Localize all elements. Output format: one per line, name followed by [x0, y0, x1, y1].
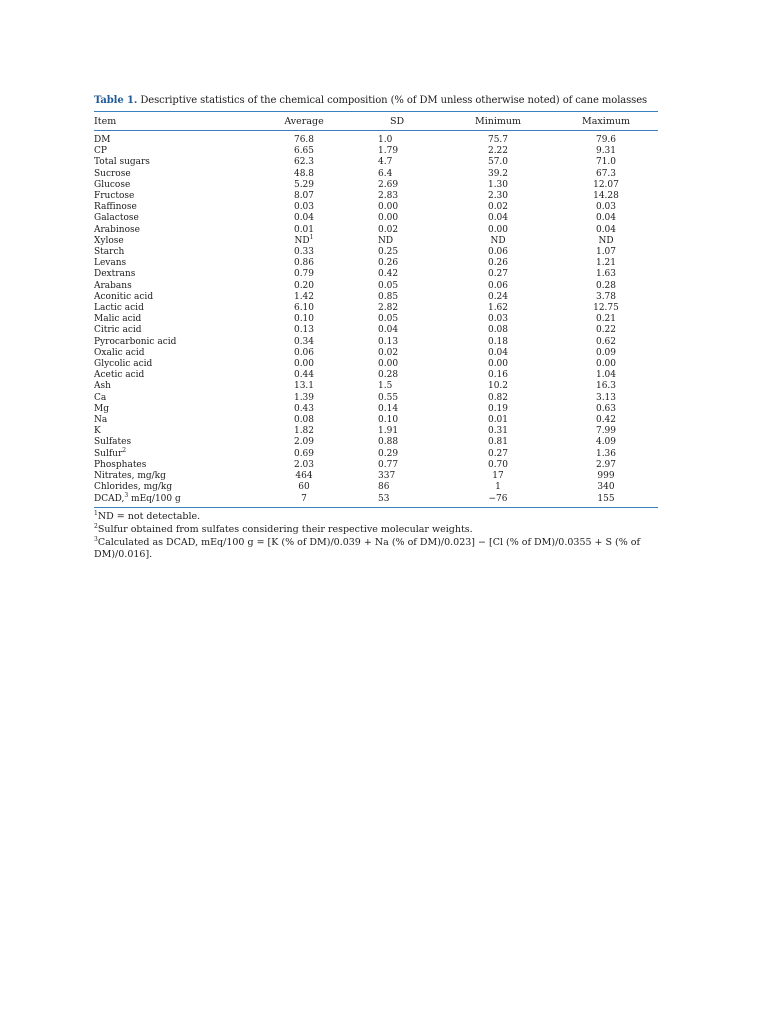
- cell-average: [256, 415, 352, 426]
- cell-minimum: 0.81: [487, 437, 509, 448]
- item-label: Sulfur: [94, 448, 123, 459]
- cell-maximum: 0.42: [595, 415, 617, 426]
- table-row: [94, 314, 658, 325]
- cell-average: [256, 247, 352, 258]
- header-maximum: Maximum: [582, 115, 630, 127]
- cell-maximum: 340: [597, 482, 615, 493]
- header-sd: SD: [389, 115, 405, 127]
- cell-minimum: 0.18: [487, 336, 509, 347]
- average-value: 464: [295, 471, 313, 482]
- cell-sd: 0.77: [378, 459, 399, 470]
- average-value: 0.03: [293, 202, 315, 213]
- average-value: 0.44: [293, 370, 315, 381]
- average-value: 6.65: [293, 146, 315, 157]
- cell-minimum: 1.62: [487, 303, 509, 314]
- cell-sd: 0.25: [378, 247, 399, 258]
- item-label: DM: [94, 135, 111, 145]
- average-value: 2.09: [293, 437, 315, 448]
- cell-sd: 6.4: [378, 168, 393, 179]
- cell-maximum: 0.09: [595, 347, 617, 358]
- cell-average: [256, 393, 352, 404]
- cell-average: [256, 314, 352, 325]
- cell-item: [94, 426, 256, 437]
- cell-average: [256, 482, 352, 493]
- cell-maximum: 0.28: [595, 280, 617, 291]
- item-label: Nitrates, mg/kg: [94, 471, 166, 482]
- cell-item: [94, 191, 256, 202]
- cell-sd: 0.28: [378, 370, 399, 381]
- table-footnotes: [94, 511, 658, 561]
- cell-maximum: 4.09: [595, 437, 617, 448]
- cell-average: [256, 225, 352, 236]
- item-label: Total sugars: [94, 157, 150, 168]
- cell-item: [94, 303, 256, 314]
- item-label: Arabans: [94, 280, 132, 291]
- cell-minimum: 75.7: [487, 135, 509, 145]
- table-row: [94, 348, 658, 359]
- cell-average: [256, 281, 352, 292]
- cell-average: [256, 233, 352, 247]
- header-minimum: Minimum: [474, 115, 522, 127]
- average-value: 48.8: [293, 168, 315, 179]
- footnote-text: ND = not detectable.: [97, 510, 201, 522]
- cell-item: [94, 258, 256, 269]
- table-body: [94, 131, 658, 507]
- footnote-text: Sulfur obtained from sulfates considering their respective molecular weights.: [97, 523, 473, 535]
- cell-sd: 86: [378, 482, 390, 493]
- cell-maximum: 0.21: [595, 314, 617, 325]
- item-label: Raffinose: [94, 202, 137, 213]
- item-label: Starch: [94, 247, 125, 258]
- table-row: [94, 426, 658, 437]
- cell-minimum: 2.30: [487, 191, 509, 202]
- cell-average: [256, 381, 352, 392]
- cell-minimum: 0.00: [487, 359, 509, 370]
- cell-average: [256, 337, 352, 348]
- cell-minimum: 2.22: [487, 146, 509, 157]
- cell-average: [256, 269, 352, 280]
- item-label: Galactose: [94, 213, 139, 224]
- table-row: [94, 381, 658, 392]
- cell-item: [94, 225, 256, 236]
- cell-average: [256, 348, 352, 359]
- table-row: [94, 460, 658, 471]
- cell-sd: 2.83: [378, 191, 399, 202]
- header-row: [94, 112, 658, 130]
- cell-average: [256, 191, 352, 202]
- cell-average: [256, 437, 352, 448]
- cell-item: [94, 404, 256, 415]
- cell-sd: 2.82: [378, 303, 399, 314]
- table-caption: [94, 94, 658, 108]
- item-label: Na: [94, 415, 108, 426]
- cell-item: [94, 157, 256, 168]
- header-average: Average: [284, 115, 324, 127]
- item-label: Malic acid: [94, 314, 142, 325]
- cell-maximum: 12.07: [593, 179, 619, 190]
- cell-sd: 0.02: [378, 347, 399, 358]
- cell-minimum: 0.70: [487, 459, 509, 470]
- cell-maximum: 0.03: [595, 202, 617, 213]
- footnote-mark: 1: [309, 233, 314, 241]
- item-label: Ash: [94, 381, 111, 392]
- cell-average: [256, 292, 352, 303]
- average-value: 0.00: [293, 359, 315, 370]
- average-value: ND: [294, 235, 310, 246]
- item-label: DCAD,: [94, 493, 125, 504]
- cell-maximum: 7.99: [595, 426, 617, 437]
- table-row: [94, 202, 658, 213]
- cell-average: [256, 157, 352, 168]
- average-value: 0.08: [293, 415, 315, 426]
- table-caption-label: Table 1.: [94, 95, 138, 106]
- item-label: Oxalic acid: [94, 347, 145, 358]
- cell-minimum: 0.01: [487, 415, 509, 426]
- average-value: 1.42: [293, 291, 315, 302]
- cell-sd: 0.26: [378, 258, 399, 269]
- cell-minimum: 0.04: [487, 347, 509, 358]
- cell-average: [256, 494, 352, 507]
- cell-maximum: 999: [597, 471, 615, 482]
- item-label: Chlorides, mg/kg: [94, 482, 173, 493]
- average-value: 0.86: [293, 258, 315, 269]
- cell-sd: ND: [378, 235, 394, 246]
- average-value: 0.01: [293, 224, 315, 235]
- cell-average: [256, 202, 352, 213]
- cell-minimum: 39.2: [487, 168, 509, 179]
- cell-item: [94, 292, 256, 303]
- cell-minimum: 0.24: [487, 291, 509, 302]
- cell-average: [256, 258, 352, 269]
- average-value: 0.34: [293, 336, 315, 347]
- table-row: [94, 393, 658, 404]
- cell-minimum: 10.2: [487, 381, 509, 392]
- cell-maximum: 1.63: [595, 269, 617, 280]
- cell-average: [256, 325, 352, 336]
- footnote: [94, 537, 658, 561]
- item-label: Phosphates: [94, 459, 147, 470]
- cell-average: [256, 370, 352, 381]
- table-row: [94, 131, 658, 146]
- cell-minimum: 0.03: [487, 314, 509, 325]
- table-row: [94, 269, 658, 280]
- item-label: Levans: [94, 258, 127, 269]
- cell-maximum: 12.75: [593, 303, 619, 314]
- item-label: Ca: [94, 392, 107, 403]
- cell-item: [94, 446, 256, 460]
- table-row: [94, 494, 658, 507]
- item-label: Xylose: [94, 235, 124, 246]
- table-row: [94, 258, 658, 269]
- cell-item: [94, 314, 256, 325]
- average-value: 0.43: [293, 403, 315, 414]
- average-value: 1.82: [293, 426, 315, 437]
- cell-maximum: 16.3: [595, 381, 617, 392]
- cell-item: [94, 131, 256, 146]
- cell-average: [256, 213, 352, 224]
- item-label: Glucose: [94, 179, 131, 190]
- cell-minimum: −76: [488, 493, 508, 504]
- cell-sd: 0.29: [378, 448, 399, 459]
- table-row: [94, 281, 658, 292]
- table-row: [94, 325, 658, 336]
- item-label: Lactic acid: [94, 303, 144, 314]
- cell-minimum: 0.26: [487, 258, 509, 269]
- cell-item: [94, 337, 256, 348]
- average-value: 0.06: [293, 347, 315, 358]
- average-value: 13.1: [293, 381, 315, 392]
- cell-item: [94, 415, 256, 426]
- cell-maximum: 14.28: [593, 191, 619, 202]
- cell-sd: 1.5: [378, 381, 393, 392]
- cell-minimum: 17: [492, 471, 504, 482]
- cell-sd: 2.69: [378, 179, 399, 190]
- cell-sd: 0.04: [378, 325, 399, 336]
- average-value: 1.39: [293, 392, 315, 403]
- cell-minimum: 1: [495, 482, 501, 493]
- cell-item: [94, 180, 256, 191]
- cell-item: [94, 359, 256, 370]
- cell-minimum: 0.02: [487, 202, 509, 213]
- cell-sd: 0.00: [378, 359, 399, 370]
- cell-item: [94, 348, 256, 359]
- cell-minimum: 1.30: [487, 179, 509, 190]
- cell-minimum: ND: [490, 235, 506, 246]
- cell-sd: 0.02: [378, 224, 399, 235]
- footnote: [94, 511, 658, 523]
- cell-average: [256, 169, 352, 180]
- cell-sd: 0.05: [378, 280, 399, 291]
- table-row: [94, 482, 658, 493]
- cell-sd: 4.7: [378, 157, 393, 168]
- item-label: Fructose: [94, 191, 135, 202]
- cell-average: [256, 359, 352, 370]
- cell-maximum: ND: [598, 235, 614, 246]
- cell-minimum: 0.08: [487, 325, 509, 336]
- table-row: [94, 449, 658, 460]
- cell-maximum: 2.97: [595, 459, 617, 470]
- cell-item: [94, 482, 256, 493]
- footnote-mark: 2: [94, 522, 98, 530]
- table-header: [94, 112, 658, 131]
- table-row: [94, 146, 658, 157]
- footnote-text: Calculated as DCAD, mEq/100 g = [K (% of DM)/0.039 + Na (% of DM)/0.023] − [Cl (% of DM)/0.0355 + S (% of DM)/0.016].: [94, 536, 641, 560]
- item-label: Acetic acid: [94, 370, 145, 381]
- cell-maximum: 1.04: [595, 370, 617, 381]
- cell-minimum: 0.06: [487, 247, 509, 258]
- cell-maximum: 0.63: [595, 403, 617, 414]
- table-row: [94, 157, 658, 168]
- cell-item: [94, 325, 256, 336]
- item-label: Citric acid: [94, 325, 142, 336]
- cell-average: [256, 460, 352, 471]
- cell-sd: 53: [378, 493, 390, 504]
- cell-sd: 337: [378, 471, 396, 482]
- average-value: 8.07: [293, 191, 315, 202]
- item-label: Dextrans: [94, 269, 136, 280]
- cell-average: [256, 146, 352, 157]
- table-row: [94, 180, 658, 191]
- cell-sd: 1.0: [378, 135, 393, 145]
- item-label: Aconitic acid: [94, 291, 154, 302]
- cell-sd: 0.10: [378, 415, 399, 426]
- cell-sd: 0.13: [378, 336, 399, 347]
- footnote-mark: 3: [94, 535, 98, 543]
- cell-sd: 0.00: [378, 202, 399, 213]
- cell-item: [94, 471, 256, 482]
- cell-minimum: 0.31: [487, 426, 509, 437]
- cell-average: [256, 303, 352, 314]
- cell-average: [256, 449, 352, 460]
- cell-minimum: 0.27: [487, 448, 509, 459]
- cell-maximum: 79.6: [595, 135, 617, 145]
- table-row: [94, 415, 658, 426]
- table-row: [94, 303, 658, 314]
- average-value: 0.79: [293, 269, 315, 280]
- cell-maximum: 155: [597, 493, 615, 504]
- cell-average: [256, 404, 352, 415]
- cell-item: [94, 460, 256, 471]
- cell-item: [94, 281, 256, 292]
- cell-item: [94, 381, 256, 392]
- cell-sd: 0.00: [378, 213, 399, 224]
- table-row: [94, 191, 658, 202]
- cell-sd: 0.55: [378, 392, 399, 403]
- item-label: CP: [94, 146, 107, 157]
- average-value: 0.69: [293, 448, 315, 459]
- table-row: [94, 247, 658, 258]
- cell-minimum: 0.16: [487, 370, 509, 381]
- cell-sd: 0.05: [378, 314, 399, 325]
- average-value: 62.3: [293, 157, 315, 168]
- cell-minimum: 0.27: [487, 269, 509, 280]
- table-row: [94, 213, 658, 224]
- cell-minimum: 0.00: [487, 224, 509, 235]
- cell-sd: 0.14: [378, 403, 399, 414]
- cell-item: [94, 437, 256, 448]
- average-value: 0.10: [293, 314, 315, 325]
- table-bottom-rule: [94, 507, 658, 508]
- cell-minimum: 0.06: [487, 280, 509, 291]
- item-label: Pyrocarbonic acid: [94, 336, 177, 347]
- cell-minimum: 0.19: [487, 403, 509, 414]
- cell-maximum: 71.0: [595, 157, 617, 168]
- cell-maximum: 9.31: [595, 146, 617, 157]
- cell-maximum: 0.00: [595, 359, 617, 370]
- table-row: [94, 404, 658, 415]
- cell-maximum: 0.62: [595, 336, 617, 347]
- table-caption-text: Descriptive statistics of the chemical composition (% of DM unless otherwise noted) of cane molasses: [140, 95, 648, 106]
- cell-item: [94, 393, 256, 404]
- cell-item: [94, 370, 256, 381]
- cell-maximum: 0.04: [595, 224, 617, 235]
- table-row: [94, 370, 658, 381]
- item-label: Sulfates: [94, 437, 132, 448]
- cell-item: [94, 169, 256, 180]
- item-label: K: [94, 426, 101, 437]
- cell-item: [94, 236, 256, 247]
- average-value: 7: [301, 493, 307, 504]
- composition-table: [94, 112, 658, 507]
- cell-minimum: 0.82: [487, 392, 509, 403]
- average-value: 60: [298, 482, 310, 493]
- cell-average: [256, 471, 352, 482]
- cell-item: [94, 202, 256, 213]
- cell-maximum: 1.36: [595, 448, 617, 459]
- footnote-mark: 1: [94, 509, 98, 517]
- cell-average: [256, 180, 352, 191]
- table-row: [94, 225, 658, 236]
- table-1: [94, 94, 658, 562]
- cell-sd: 0.88: [378, 437, 399, 448]
- average-value: 0.33: [293, 247, 315, 258]
- average-value: 76.8: [293, 135, 315, 145]
- cell-minimum: 0.04: [487, 213, 509, 224]
- cell-sd: 1.91: [378, 426, 399, 437]
- cell-maximum: 0.04: [595, 213, 617, 224]
- cell-maximum: 1.07: [595, 247, 617, 258]
- cell-maximum: 3.13: [595, 392, 617, 403]
- item-label: Arabinose: [94, 224, 140, 235]
- table-row: [94, 337, 658, 348]
- cell-item: [94, 247, 256, 258]
- table-row: [94, 471, 658, 482]
- cell-sd: 0.42: [378, 269, 399, 280]
- item-label: Glycolic acid: [94, 359, 153, 370]
- average-value: 2.03: [293, 459, 315, 470]
- footnote: [94, 524, 658, 536]
- item-unit: mEq/100 g: [128, 493, 181, 504]
- cell-sd: 1.79: [378, 146, 399, 157]
- footnote-mark: 2: [122, 446, 127, 454]
- cell-maximum: 1.21: [595, 258, 617, 269]
- footnote-mark: 3: [124, 491, 129, 499]
- cell-item: [94, 146, 256, 157]
- table-row: [94, 169, 658, 180]
- cell-minimum: 57.0: [487, 157, 509, 168]
- table-row: [94, 359, 658, 370]
- average-value: 0.20: [293, 280, 315, 291]
- cell-sd: 0.85: [378, 291, 399, 302]
- average-value: 0.04: [293, 213, 315, 224]
- cell-average: [256, 131, 352, 146]
- item-label: Mg: [94, 403, 109, 414]
- cell-item: [94, 213, 256, 224]
- header-item: Item: [94, 115, 117, 127]
- item-label: Sucrose: [94, 168, 131, 179]
- table-row: [94, 236, 658, 247]
- table-row: [94, 437, 658, 448]
- table-row: [94, 292, 658, 303]
- average-value: 6.10: [293, 303, 315, 314]
- cell-maximum: 0.22: [595, 325, 617, 336]
- cell-maximum: 67.3: [595, 168, 617, 179]
- cell-maximum: 3.78: [595, 291, 617, 302]
- average-value: 0.13: [293, 325, 315, 336]
- average-value: 5.29: [293, 179, 315, 190]
- cell-item: [94, 491, 256, 507]
- cell-item: [94, 269, 256, 280]
- cell-average: [256, 426, 352, 437]
